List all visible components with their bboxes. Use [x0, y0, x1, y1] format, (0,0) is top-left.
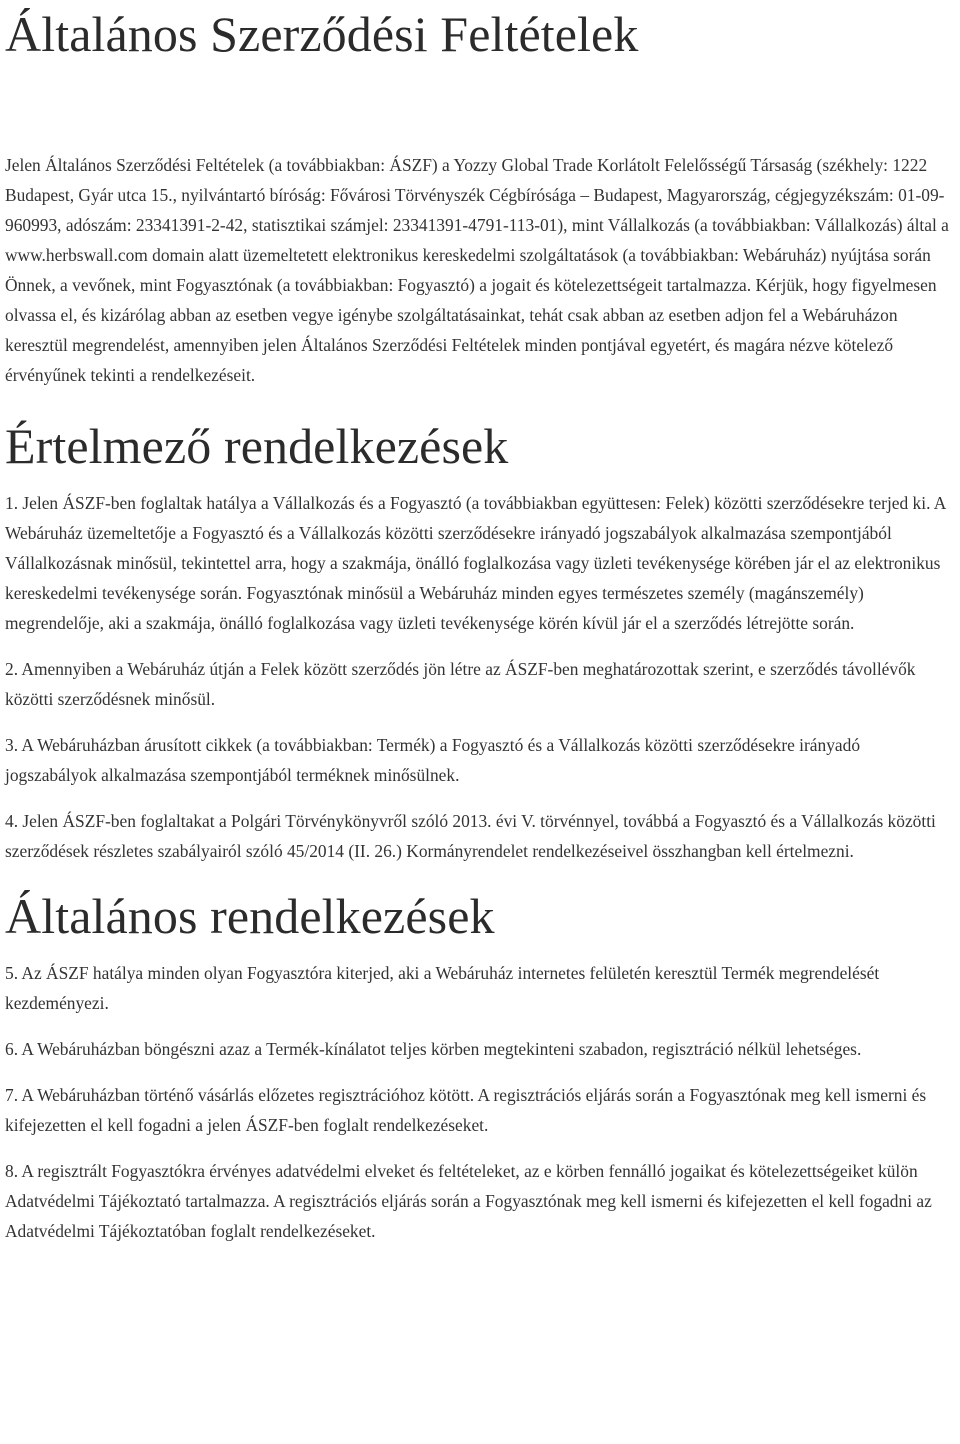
section-interpretive-provisions	[5, 412, 953, 866]
clause-5: 5. Az ÁSZF hatálya minden olyan Fogyasztóra kiterjed, aki a Webáruház internetes felületén keresztül Termék megrendelését kezdeményezi.	[5, 963, 880, 1013]
document-title: Általános Szerződési Feltételek	[5, 6, 639, 62]
clause-7: 7. A Webáruházban történő vásárlás előzetes regisztrációhoz kötött. A regisztrációs eljárás során a Fogyasztónak meg kell ismerni és kifejezetten el kell fogadni a jelen ÁSZF-ben foglalt rendelkezéseket.	[5, 1085, 927, 1135]
clause-6: 6. A Webáruházban böngészni azaz a Termék-kínálatot teljes körben megtekinteni szabadon, regisztráció nélkül lehetséges.	[5, 1039, 862, 1059]
intro-paragraph: Jelen Általános Szerződési Feltételek (a továbbiakban: ÁSZF) a Yozzy Global Trade Korlátolt Felelősségű Társaság (székhely: 1222 Budapest, Gyár utca 15., nyilvántartó bíróság: Fővárosi Törvényszék Cégbírósága – Budapest, Magyarország, cégjegyzékszám: 01-09-960993, adószám: 23341391-2-42, statisztikai számjel: 23341391-4791-113-01), mint Vállalkozás (a továbbiakban: Vállalkozás) által a www.herbswall.com domain alatt üzemeltetett elektronikus kereskedelmi szolgáltatások (a továbbiakban: Webáruház) nyújtása során Önnek, a vevőnek, mint Fogyasztónak (a továbbiakban: Fogyasztó) a jogait és kötelezettségeit tartalmazza. Kérjük, hogy figyelmesen olvassa el, és kizárólag abban az esetben vegye igénybe szolgáltatásainkat, tehát csak abban az esetben adjon fel a Webáruházon keresztül megrendelést, amennyiben jelen Általános Szerződési Feltételek minden pontjával egyetért, és magára nézve kötelező érvényűnek tekinti a rendelkezéseit.	[5, 155, 949, 385]
section-title: Általános rendelkezések	[5, 888, 495, 944]
clause-3: 3. A Webáruházban árusított cikkek (a továbbiakban: Termék) a Fogyasztó és a Vállalkozás közötti szerződésekre irányadó jogszabályok alkalmazása szempontjából terméknek minősülnek.	[5, 735, 861, 785]
clause-1: 1. Jelen ÁSZF-ben foglaltak hatálya a Vállalkozás és a Fogyasztó (a továbbiakban együttesen: Felek) közötti szerződésekre terjed ki. A Webáruház üzemeltetője a Fogyasztó és a Vállalkozás közötti szerződésekre irányadó jogszabályok alkalmazása szempontjából Vállalkozásnak minősül, tekintettel arra, hogy a szakmája, önálló foglalkozása vagy üzleti tevékenysége körében jár el az elektronikus kereskedelmi tevékenysége során. Fogyasztónak minősül a Webáruház minden egyes természetes személy (magánszemély) megrendelője, aki a szakmája, önálló foglalkozása vagy üzleti tevékenysége körén kívül jár el a szerződés létrejötte során.	[5, 493, 946, 633]
document-page	[5, 0, 953, 1262]
clause-8: 8. A regisztrált Fogyasztókra érvényes adatvédelmi elveket és feltételeket, az e körben fennálló jogaikat és kötelezettségeiket külön Adatvédelmi Tájékoztató tartalmazza. A regisztrációs eljárás során a Fogyasztónak meg kell ismerni és kifejezetten el kell fogadni az Adatvédelmi Tájékoztatóban foglalt rendelkezéseket.	[5, 1161, 932, 1241]
clause-2: 2. Amennyiben a Webáruház útján a Felek között szerződés jön létre az ÁSZF-ben meghatározottak szerint, e szerződés távollévők közötti szerződésnek minősül.	[5, 659, 916, 709]
clause-4: 4. Jelen ÁSZF-ben foglaltakat a Polgári Törvénykönyvről szóló 2013. évi V. törvénnyel, továbbá a Fogyasztó és a Vállalkozás közötti szerződések részletes szabályairól szóló 45/2014 (II. 26.) Kormányrendelet rendelkezéseivel összhangban kell értelmezni.	[5, 811, 936, 861]
section-general-provisions	[5, 882, 953, 1246]
section-title: Értelmező rendelkezések	[5, 418, 509, 474]
